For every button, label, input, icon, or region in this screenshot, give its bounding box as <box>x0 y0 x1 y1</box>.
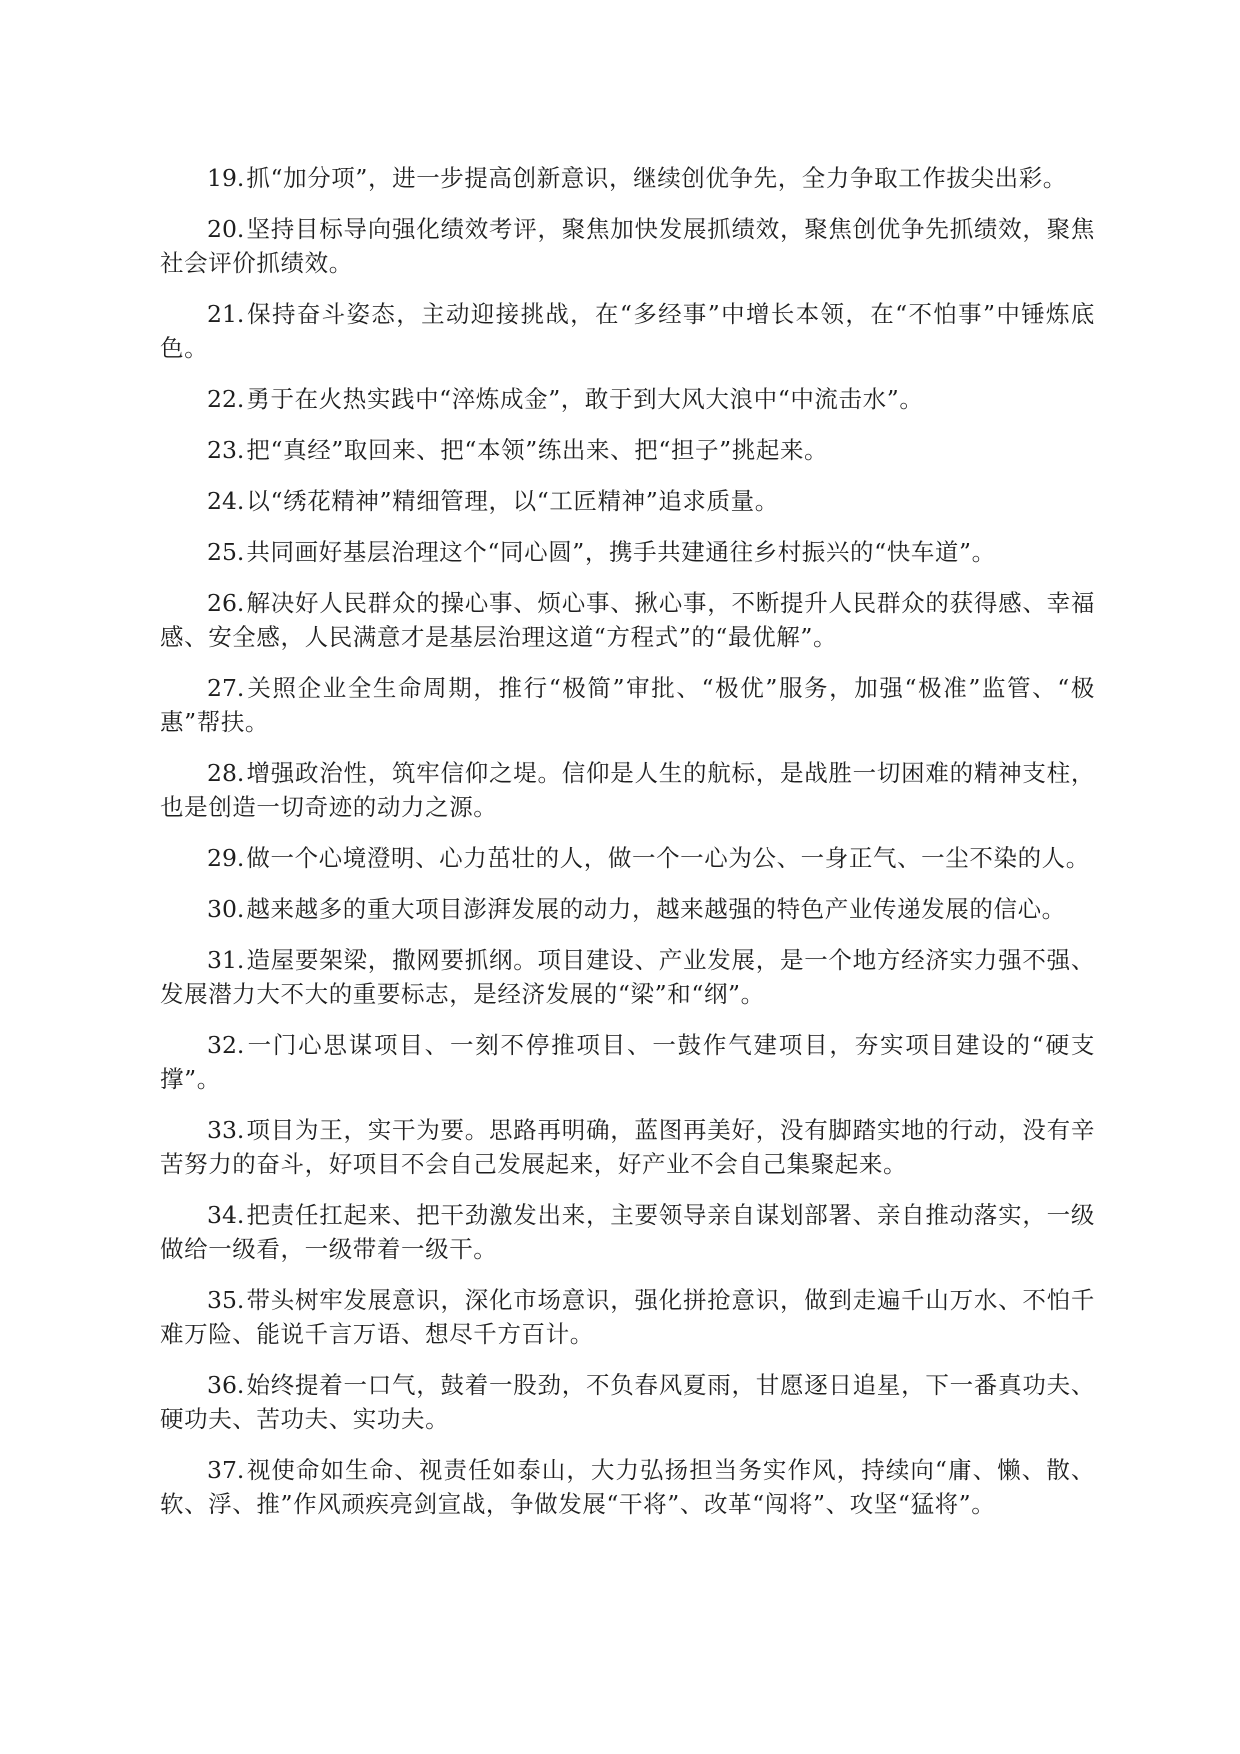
item-number: 30. <box>207 895 245 923</box>
item-text: 关照企业全生命周期，推行“极简”审批、“极优”服务，加强“极准”监管、“极惠”帮扶。 <box>160 674 1095 736</box>
list-item <box>160 382 1095 416</box>
list-item <box>160 943 1095 1011</box>
item-number: 22. <box>207 385 245 413</box>
item-text: 越来越多的重大项目澎湃发展的动力，越来越强的特色产业传递发展的信心。 <box>246 895 1066 923</box>
item-text: 做一个心境澄明、心力茁壮的人，做一个一心为公、一身正气、一尘不染的人。 <box>246 844 1090 872</box>
item-number: 32. <box>207 1031 245 1059</box>
item-number: 27. <box>207 674 245 702</box>
item-text: 始终提着一口气，鼓着一股劲，不负春风夏雨，甘愿逐日追星，下一番真功夫、硬功夫、苦功夫、实功夫。 <box>160 1371 1095 1433</box>
list-item <box>160 535 1095 569</box>
item-text: 抓“加分项”，进一步提高创新意识，继续创优争先，全力争取工作拔尖出彩。 <box>246 164 1067 192</box>
item-number: 24. <box>207 487 245 515</box>
item-number: 35. <box>207 1286 245 1314</box>
list-item <box>160 671 1095 739</box>
item-number: 25. <box>207 538 245 566</box>
item-text: 共同画好基层治理这个“同心圆”，携手共建通往乡村振兴的“快车道”。 <box>246 538 996 566</box>
document-body <box>160 161 1095 1538</box>
list-item <box>160 756 1095 824</box>
item-number: 19. <box>207 164 245 192</box>
item-text: 把“真经”取回来、把“本领”练出来、把“担子”挑起来。 <box>246 436 829 464</box>
item-number: 23. <box>207 436 245 464</box>
item-number: 31. <box>207 946 245 974</box>
item-text: 勇于在火热实践中“淬炼成金”，敢于到大风大浪中“中流击水”。 <box>246 385 924 413</box>
item-number: 34. <box>207 1201 245 1229</box>
list-item <box>160 586 1095 654</box>
list-item <box>160 1453 1095 1521</box>
item-text: 增强政治性，筑牢信仰之堤。信仰是人生的航标，是战胜一切困难的精神支柱，也是创造一切奇迹的动力之源。 <box>160 759 1095 821</box>
item-text: 一门心思谋项目、一刻不停推项目、一鼓作气建项目，夯实项目建设的“硬支撑”。 <box>160 1031 1095 1093</box>
item-text: 以“绣花精神”精细管理，以“工匠精神”追求质量。 <box>246 487 779 515</box>
list-item <box>160 1368 1095 1436</box>
list-item <box>160 161 1095 195</box>
list-item <box>160 212 1095 280</box>
list-item <box>160 1283 1095 1351</box>
item-number: 26. <box>207 589 245 617</box>
item-text: 解决好人民群众的操心事、烦心事、揪心事，不断提升人民群众的获得感、幸福感、安全感，人民满意才是基层治理这道“方程式”的“最优解”。 <box>160 589 1095 651</box>
item-text: 带头树牢发展意识，深化市场意识，强化拼抢意识，做到走遍千山万水、不怕千难万险、能说千言万语、想尽千方百计。 <box>160 1286 1095 1348</box>
list-item <box>160 841 1095 875</box>
item-text: 把责任扛起来、把干劲激发出来，主要领导亲自谋划部署、亲自推动落实，一级做给一级看，一级带着一级干。 <box>160 1201 1095 1263</box>
list-item <box>160 1028 1095 1096</box>
item-number: 37. <box>207 1456 245 1484</box>
list-item <box>160 433 1095 467</box>
list-item <box>160 892 1095 926</box>
item-number: 33. <box>207 1116 245 1144</box>
list-item <box>160 1113 1095 1181</box>
list-item <box>160 484 1095 518</box>
item-number: 21. <box>207 300 245 328</box>
item-number: 20. <box>207 215 245 243</box>
item-text: 视使命如生命、视责任如泰山，大力弘扬担当务实作风，持续向“庸、懒、散、软、浮、推”作风顽疾亮剑宣战，争做发展“干将”、改革“闯将”、攻坚“猛将”。 <box>160 1456 1095 1518</box>
item-number: 28. <box>207 759 245 787</box>
item-text: 保持奋斗姿态，主动迎接挑战，在“多经事”中增长本领，在“不怕事”中锤炼底色。 <box>160 300 1095 362</box>
item-number: 36. <box>207 1371 245 1399</box>
item-text: 项目为王，实干为要。思路再明确，蓝图再美好，没有脚踏实地的行动，没有辛苦努力的奋斗，好项目不会自己发展起来，好产业不会自己集聚起来。 <box>160 1116 1095 1178</box>
list-item <box>160 297 1095 365</box>
item-number: 29. <box>207 844 245 872</box>
item-text: 造屋要架梁，撒网要抓纲。项目建设、产业发展，是一个地方经济实力强不强、发展潜力大不大的重要标志，是经济发展的“梁”和“纲”。 <box>160 946 1095 1008</box>
list-item <box>160 1198 1095 1266</box>
item-text: 坚持目标导向强化绩效考评，聚焦加快发展抓绩效，聚焦创优争先抓绩效，聚焦社会评价抓绩效。 <box>160 215 1095 277</box>
